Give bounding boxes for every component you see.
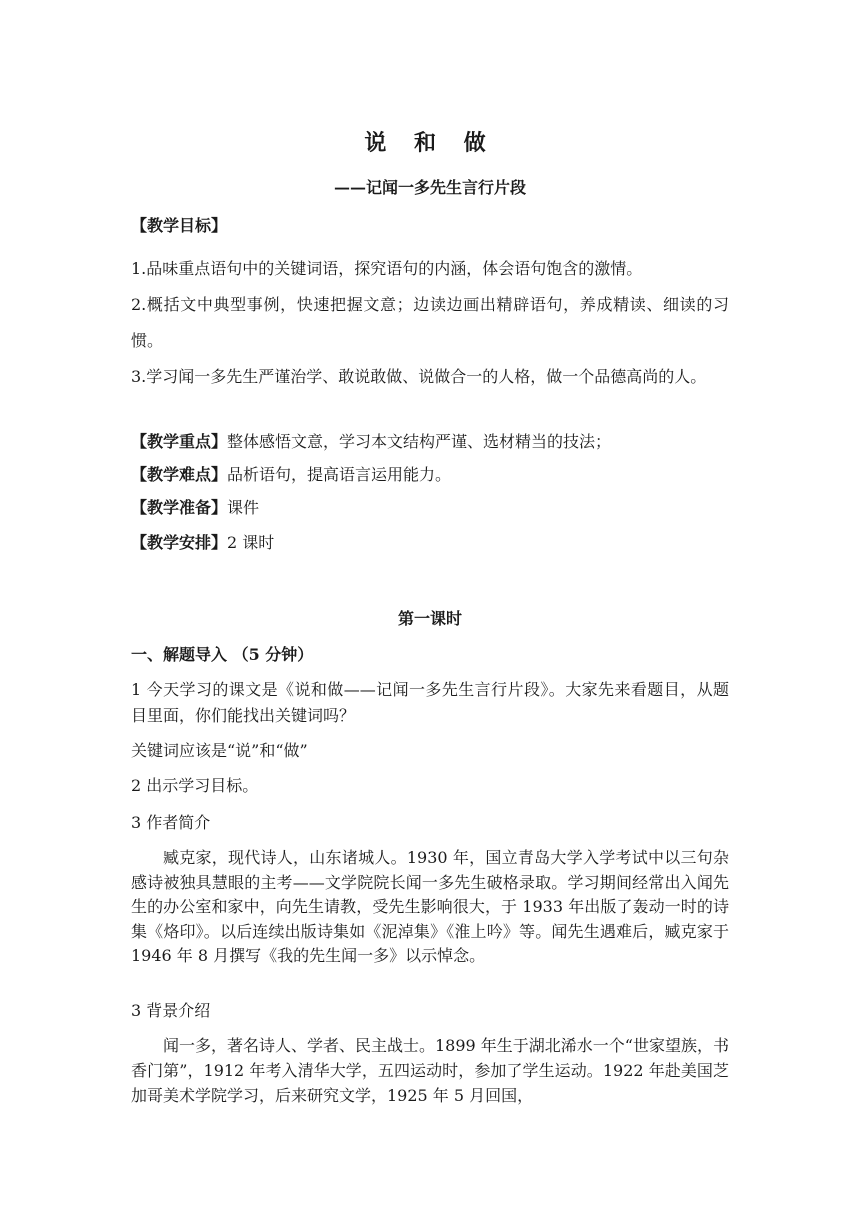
page-title: 说 和 做: [364, 130, 496, 156]
teaching-focus: [131, 428, 729, 455]
paragraph: 3 背景介绍: [131, 1001, 211, 1020]
info-text: 品析语句，提高语言运用能力。: [227, 465, 452, 484]
paragraph: 臧克家，现代诗人，山东诸城人。1930 年，国立青岛大学入学考试中以三句杂感诗被独具慧眼的主考——文学院院长闻一多先生破格录取。学习期间经常出入闻先生的办公室和家中，向先生请教，受先生影响很大，于 1933 年出版了轰动一时的诗集《烙印》。以后连续出版诗集如《泥淖集》《淮上吟》等。闻先生遇难后，臧克家于 1946 年 8 月撰写《我的先生闻一多》以示悼念。: [131, 848, 729, 965]
info-text: 2 课时: [227, 533, 275, 552]
objective-item: 2.概括文中典型事例，快速把握文意；边读边画出精辟语句，养成精读、细读的习惯。: [131, 295, 729, 350]
teaching-schedule: [131, 529, 729, 556]
paragraph: 关键词应该是“说”和“做”: [131, 741, 308, 760]
info-text: 课件: [227, 498, 260, 517]
info-label: 【教学准备】: [131, 498, 228, 517]
teaching-preparation: [131, 494, 729, 521]
objective-item: 1.品味重点语句中的关键词语，探究语句的内涵，体会语句饱含的激情。: [131, 259, 643, 278]
paragraph: 闻一多，著名诗人、学者、民主战士。1899 年生于湖北浠水一个“世家望族，书香门第”，1912 年考入清华大学，五四运动时，参加了学生运动。1922 年赴美国芝加哥美术学院学习，后来研究文学，1925 年 5 月回国，: [131, 1036, 729, 1105]
info-label: 【教学安排】: [131, 533, 228, 552]
info-label: 【教学重点】: [131, 432, 228, 451]
info-text: 整体感悟文意，学习本文结构严谨、选材精当的技法；: [227, 432, 612, 451]
paragraph: 1 今天学习的课文是《说和做——记闻一多先生言行片段》。大家先来看题目，从题目里面，你们能找出关键词吗？: [131, 680, 729, 725]
lesson-title: 第一课时: [397, 609, 462, 628]
info-label: 【教学难点】: [131, 465, 228, 484]
paragraph: 3 作者简介: [131, 813, 211, 832]
paragraph: 2 出示学习目标。: [131, 776, 259, 795]
page-subtitle: ——记闻一多先生言行片段: [333, 178, 526, 197]
objectives-heading: 【教学目标】: [131, 216, 228, 235]
section-heading: 一、解题导入 （5 分钟）: [131, 645, 314, 664]
teaching-difficulty: [131, 461, 729, 488]
objective-item: 3.学习闻一多先生严谨治学、敢说敢做、说做合一的人格，做一个品德高尚的人。: [131, 367, 707, 386]
